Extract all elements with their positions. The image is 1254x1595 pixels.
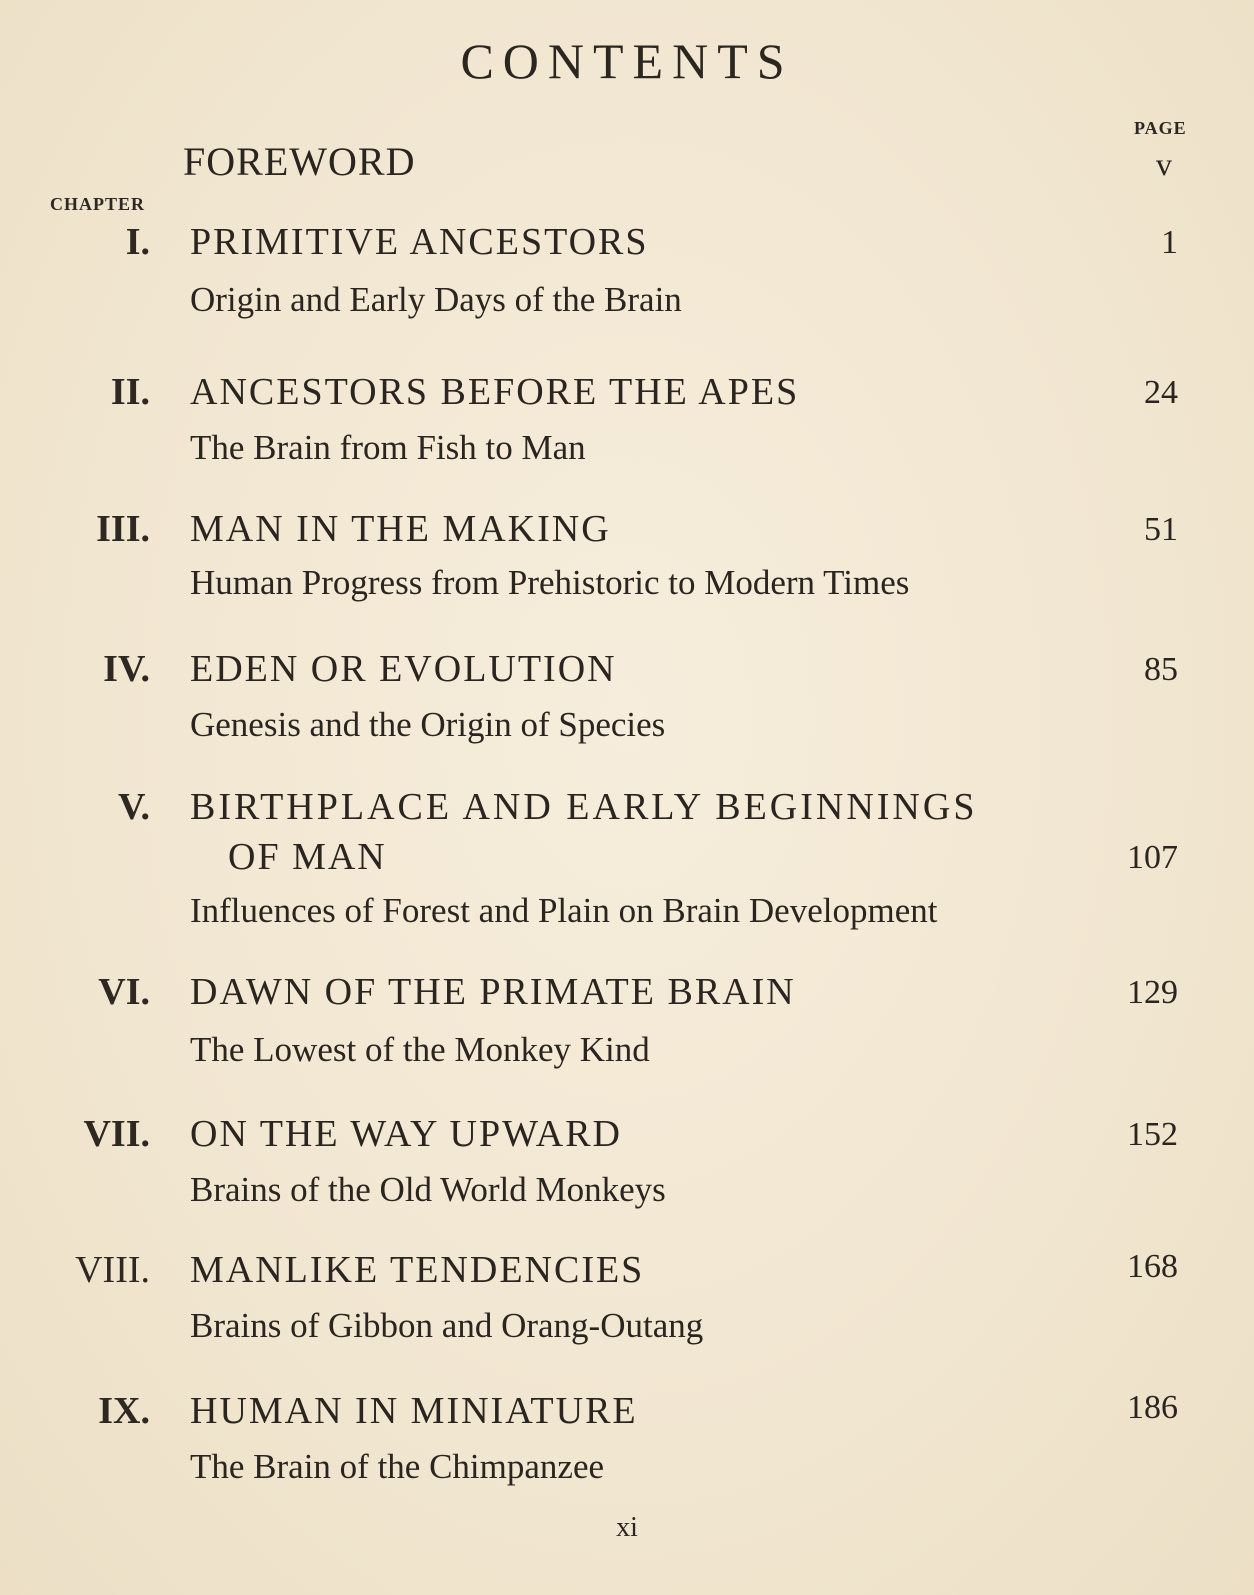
chapter-page: 152 xyxy=(1127,1116,1178,1153)
page-column-label: PAGE xyxy=(1134,118,1187,138)
chapter-title: ANCESTORS BEFORE THE APES xyxy=(190,371,800,413)
chapter-page: 129 xyxy=(1127,974,1178,1011)
chapter-page: 1 xyxy=(1161,224,1178,261)
chapter-title: PRIMITIVE ANCESTORS xyxy=(190,221,649,263)
chapter-page: 107 xyxy=(1127,839,1178,876)
chapter-title: MANLIKE TENDENCIES xyxy=(190,1249,645,1291)
foreword-title: FOREWORD xyxy=(183,139,416,184)
chapter-title: EDEN OR EVOLUTION xyxy=(190,648,617,690)
chapter-page: 24 xyxy=(1144,374,1178,411)
chapter-title: HUMAN IN MINIATURE xyxy=(190,1390,638,1432)
chapter-page: 85 xyxy=(1144,651,1178,688)
chapter-numeral: V. xyxy=(117,786,150,828)
chapter-numeral: VIII. xyxy=(75,1249,150,1291)
chapter-subtitle: Brains of the Old World Monkeys xyxy=(190,1170,666,1209)
chapter-subtitle: Genesis and the Origin of Species xyxy=(190,705,666,744)
chapter-subtitle: Origin and Early Days of the Brain xyxy=(190,280,682,319)
chapter-numeral: II. xyxy=(110,371,150,413)
chapter-numeral: IX. xyxy=(98,1390,150,1432)
chapter-title: ON THE WAY UPWARD xyxy=(190,1113,622,1155)
chapter-numeral: I. xyxy=(125,221,150,263)
chapter-page: 51 xyxy=(1144,511,1178,548)
chapter-title-continued: OF MAN xyxy=(228,836,387,878)
chapter-subtitle: The Brain from Fish to Man xyxy=(190,428,586,467)
chapter-numeral: VII. xyxy=(83,1113,150,1155)
chapter-page: 168 xyxy=(1127,1248,1178,1285)
foreword-page: v xyxy=(1156,146,1172,182)
chapter-numeral: IV. xyxy=(103,648,150,690)
chapter-title: DAWN OF THE PRIMATE BRAIN xyxy=(190,971,796,1013)
chapter-subtitle: The Lowest of the Monkey Kind xyxy=(190,1030,650,1069)
page-folio: xi xyxy=(616,1512,638,1543)
chapter-subtitle: Influences of Forest and Plain on Brain Development xyxy=(190,891,938,930)
chapter-page: 186 xyxy=(1127,1389,1178,1426)
chapter-title: MAN IN THE MAKING xyxy=(190,508,611,550)
chapter-subtitle: Brains of Gibbon and Orang-Outang xyxy=(190,1306,704,1345)
chapter-subtitle: Human Progress from Prehistoric to Modern Times xyxy=(190,563,910,602)
page-title: CONTENTS xyxy=(460,33,794,89)
chapter-title: BIRTHPLACE AND EARLY BEGINNINGS xyxy=(190,786,978,828)
chapter-numeral: III. xyxy=(96,508,150,550)
chapter-column-label: CHAPTER xyxy=(50,194,146,214)
chapter-subtitle: The Brain of the Chimpanzee xyxy=(190,1447,605,1486)
chapter-numeral: VI. xyxy=(98,971,150,1013)
